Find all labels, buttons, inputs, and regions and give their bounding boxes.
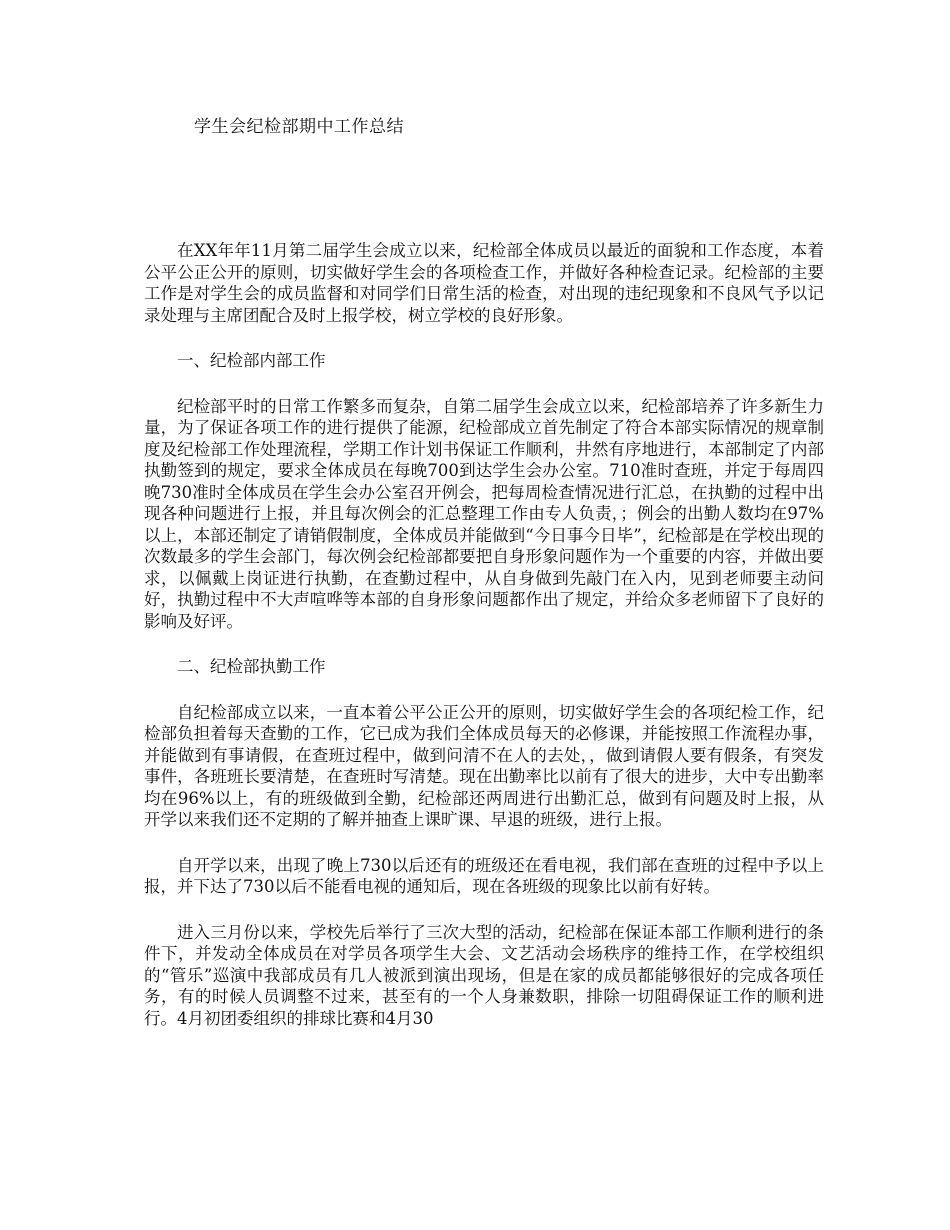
- internal-work-paragraph: 纪检部平时的日常工作繁多而复杂，自第二届学生会成立以来，纪检部培养了许多新生力量，为了保证各项工作的进行提供了能源，纪检部成立首先制定了符合本部实际情况的规章制度及纪检部工作处理流程，学期工作计划书保证工作顺利，井然有序地进行，本部制定了内部执勤签到的规定，要求全体成员在每晚700到达学生会办公室。710准时查班，并定于每周四晚730准时全体成员在学生会办公室召开例会，把每周检查情况进行汇总，在执勤的过程中出现各种问题进行上报，并且每次例会的汇总整理工作由专人负责，；例会的出勤人数均在97%以上，本部还制定了请销假制度，全体成员并能做到“今日事今日毕”，纪检部是在学校出现的次数最多的学生会部门，每次例会纪检部都要把自身形象问题作为一个重要的内容，并做出要求，以佩戴上岗证进行执勤，在查勤过程中，从自身做到先敲门在入内，见到老师要主动问好，执勤过程中不大声喧哗等本部的自身形象问题都作出了规定，并给众多老师留下了良好的影响及好评。: [144, 396, 824, 631]
- duty-work-paragraph: 自纪检部成立以来，一直本着公平公正公开的原则，切实做好学生会的各项纪检工作，纪检部负担着每天查勤的工作，它已成为我们全体成员每天的必修课，并能按照工作流程办事，并能做到有事请假，在查班过程中，做到问清不在人的去处，，做到请假人要有假条，有突发事件，各班班长要清楚，在查班时写清楚。现在出勤率比以前有了很大的进步，大中专出勤率均在96%以上，有的班级做到全勤，纪检部还两周进行出勤汇总，做到有问题及时上报，从开学以来我们还不定期的了解并抽查上课旷课、早退的班级，进行上报。: [144, 702, 824, 829]
- section-heading-internal-work: 一、纪检部内部工作: [177, 351, 326, 370]
- intro-paragraph: 在XX年年11月第二届学生会成立以来，纪检部全体成员以最近的面貌和工作态度，本着公平公正公开的原则，切实做好学生会的各项检查工作，并做好各种检查记录。纪检部的主要工作是对学生会的成员监督和对同学们日常生活的检查，对出现的违纪现象和不良风气予以记录处理与主席团配合及时上报学校，树立学校的良好形象。: [144, 241, 824, 325]
- document-body: [144, 240, 824, 1053]
- section-heading-duty-work: 二、纪检部执勤工作: [177, 657, 326, 676]
- activities-paragraph: 进入三月份以来，学校先后举行了三次大型的活动，纪检部在保证本部工作顺利进行的条件下，并发动全体成员在对学员各项学生大会、文艺活动会场秩序的维持工作，在学校组织的“管乐”巡演中我部成员有几人被派到演出现场，但是在家的成员都能够很好的完成各项任务，有的时候人员调整不过来，甚至有的一个人身兼数职，排除一切阻碍保证工作的顺利进行。4月初团委组织的排球比赛和4月30: [144, 922, 824, 1028]
- document-title: 学生会纪检部期中工作总结: [194, 117, 404, 137]
- tv-paragraph: 自开学以来，出现了晚上730以后还有的班级还在看电视，我们部在查班的过程中予以上报，并下达了730以后不能看电视的通知后，现在各班级的现象比以前有好转。: [144, 855, 824, 896]
